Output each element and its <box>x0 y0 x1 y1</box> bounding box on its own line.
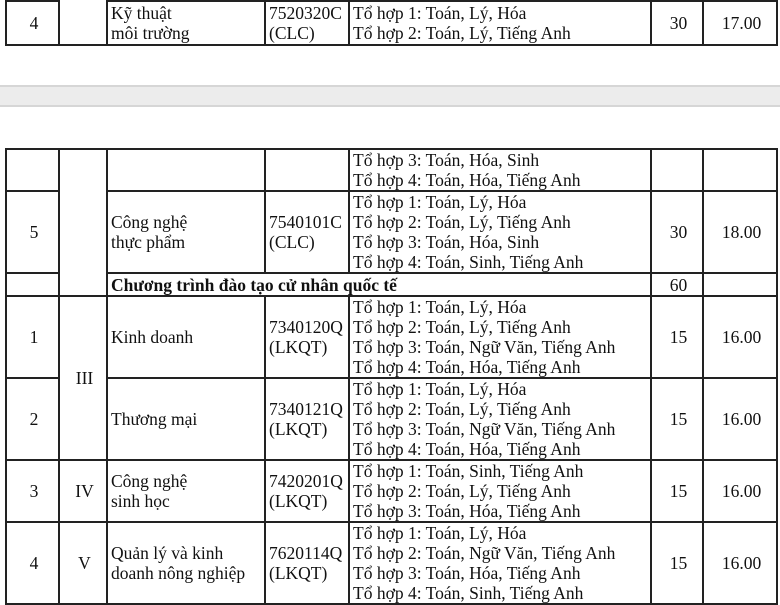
quota-cell: 30 <box>651 191 703 273</box>
major-cell <box>107 378 265 460</box>
code-cell <box>265 460 349 522</box>
combo-line: Tổ hợp 2: Toán, Lý, Tiếng Anh <box>353 317 571 337</box>
quota-cell: 15 <box>651 296 703 378</box>
quota-cell: 15 <box>651 522 703 604</box>
score-cell: 16.00 <box>703 378 777 460</box>
code-line: (LKQT) <box>269 337 328 357</box>
combo-line: Tổ hợp 4: Toán, Hóa, Tiếng Anh <box>353 357 581 377</box>
stt-cell: 4 <box>6 1 59 45</box>
table-row <box>6 522 777 604</box>
admission-table-top <box>5 0 778 46</box>
code-line: 7420201Q <box>269 471 343 491</box>
major-line: Công nghệ <box>111 212 188 232</box>
combo-line: Tổ hợp 3: Toán, Hóa, Sinh <box>353 232 540 252</box>
major-line: Kinh doanh <box>111 327 194 347</box>
code-line: (CLC) <box>269 232 315 252</box>
quota-cell: 15 <box>651 378 703 460</box>
table-row <box>6 296 777 378</box>
combos-cell <box>349 1 651 45</box>
table-row <box>6 191 777 273</box>
group-cell <box>59 0 107 45</box>
code-line: 7620114Q <box>269 543 343 563</box>
code-cell <box>265 1 349 45</box>
quota-cell: 30 <box>651 1 703 45</box>
admission-table-bottom <box>5 148 778 605</box>
code-cell <box>265 149 349 191</box>
major-line: Thương mại <box>111 409 198 429</box>
major-line: doanh nông nghiệp <box>111 563 246 583</box>
stt-cell: 1 <box>6 296 59 378</box>
combos-cell <box>349 191 651 273</box>
stt-cell <box>6 149 59 191</box>
score-cell: 16.00 <box>703 296 777 378</box>
major-line: sinh học <box>111 491 170 511</box>
code-cell <box>265 378 349 460</box>
stt-cell <box>6 273 59 296</box>
code-line: 7520320C <box>269 3 342 23</box>
combo-line: Tổ hợp 4: Toán, Sinh, Tiếng Anh <box>353 252 584 272</box>
stt-cell: 5 <box>6 191 59 273</box>
score-cell: 17.00 <box>703 1 777 45</box>
combos-cell <box>349 296 651 378</box>
group-cell: V <box>59 522 107 604</box>
combo-line: Tổ hợp 3: Toán, Ngữ Văn, Tiếng Anh <box>353 419 616 439</box>
page-separator <box>0 85 780 107</box>
stt-cell: 4 <box>6 522 59 604</box>
combo-line: Tổ hợp 3: Toán, Hóa, Tiếng Anh <box>353 501 581 521</box>
code-line: 7340120Q <box>269 317 343 337</box>
combo-line: Tổ hợp 3: Toán, Hóa, Tiếng Anh <box>353 563 581 583</box>
major-cell <box>107 149 265 191</box>
combos-cell <box>349 378 651 460</box>
major-cell <box>107 191 265 273</box>
code-line: (LKQT) <box>269 419 328 439</box>
combo-line: Tổ hợp 2: Toán, Lý, Tiếng Anh <box>353 23 571 43</box>
combo-line: Tổ hợp 4: Toán, Hóa, Tiếng Anh <box>353 170 581 190</box>
table-row <box>6 378 777 460</box>
combo-line: Tổ hợp 4: Toán, Hóa, Tiếng Anh <box>353 439 581 459</box>
combo-line: Tổ hợp 1: Toán, Lý, Hóa <box>353 379 527 399</box>
combos-cell <box>349 460 651 522</box>
major-line: Công nghệ <box>111 471 188 491</box>
code-line: 7340121Q <box>269 399 343 419</box>
quota-cell: 60 <box>651 273 703 296</box>
code-cell <box>265 191 349 273</box>
major-cell <box>107 460 265 522</box>
table-row <box>6 460 777 522</box>
combo-line: Tổ hợp 1: Toán, Sinh, Tiếng Anh <box>353 461 584 481</box>
combo-line: Tổ hợp 4: Toán, Sinh, Tiếng Anh <box>353 583 584 603</box>
program-header-row <box>6 273 777 296</box>
quota-cell: 15 <box>651 460 703 522</box>
quota-cell <box>651 149 703 191</box>
program-title: Chương trình đào tạo cử nhân quốc tế <box>107 273 651 296</box>
score-cell: 16.00 <box>703 522 777 604</box>
combo-line: Tổ hợp 2: Toán, Lý, Tiếng Anh <box>353 399 571 419</box>
code-line: (LKQT) <box>269 563 328 583</box>
combo-line: Tổ hợp 1: Toán, Lý, Hóa <box>353 523 527 543</box>
combo-line: Tổ hợp 2: Toán, Lý, Tiếng Anh <box>353 212 571 232</box>
group-cell <box>59 149 107 296</box>
code-line: (CLC) <box>269 23 315 43</box>
major-cell <box>107 1 265 45</box>
combo-line: Tổ hợp 3: Toán, Ngữ Văn, Tiếng Anh <box>353 337 616 357</box>
combo-line: Tổ hợp 2: Toán, Ngữ Văn, Tiếng Anh <box>353 543 616 563</box>
group-cell: IV <box>59 460 107 522</box>
group-cell: III <box>59 296 107 460</box>
table-row <box>6 1 777 45</box>
combo-line: Tổ hợp 1: Toán, Lý, Hóa <box>353 297 527 317</box>
major-cell <box>107 296 265 378</box>
combos-cell <box>349 522 651 604</box>
score-cell: 16.00 <box>703 460 777 522</box>
score-cell <box>703 149 777 191</box>
code-cell <box>265 522 349 604</box>
major-line: Quản lý và kinh <box>111 543 224 563</box>
score-cell: 18.00 <box>703 191 777 273</box>
code-line: (LKQT) <box>269 491 328 511</box>
stt-cell: 2 <box>6 378 59 460</box>
code-cell <box>265 296 349 378</box>
combos-cell <box>349 149 651 191</box>
major-line: môi trường <box>111 23 190 43</box>
code-line: 7540101C <box>269 212 342 232</box>
combo-line: Tổ hợp 2: Toán, Lý, Tiếng Anh <box>353 481 571 501</box>
major-line: Kỹ thuật <box>111 3 172 23</box>
major-line: thực phẩm <box>111 232 186 252</box>
combo-line: Tổ hợp 1: Toán, Lý, Hóa <box>353 192 527 212</box>
major-cell <box>107 522 265 604</box>
combo-line: Tổ hợp 1: Toán, Lý, Hóa <box>353 3 527 23</box>
stt-cell: 3 <box>6 460 59 522</box>
table-row <box>6 149 777 191</box>
combo-line: Tổ hợp 3: Toán, Hóa, Sinh <box>353 150 540 170</box>
score-cell <box>703 273 777 296</box>
